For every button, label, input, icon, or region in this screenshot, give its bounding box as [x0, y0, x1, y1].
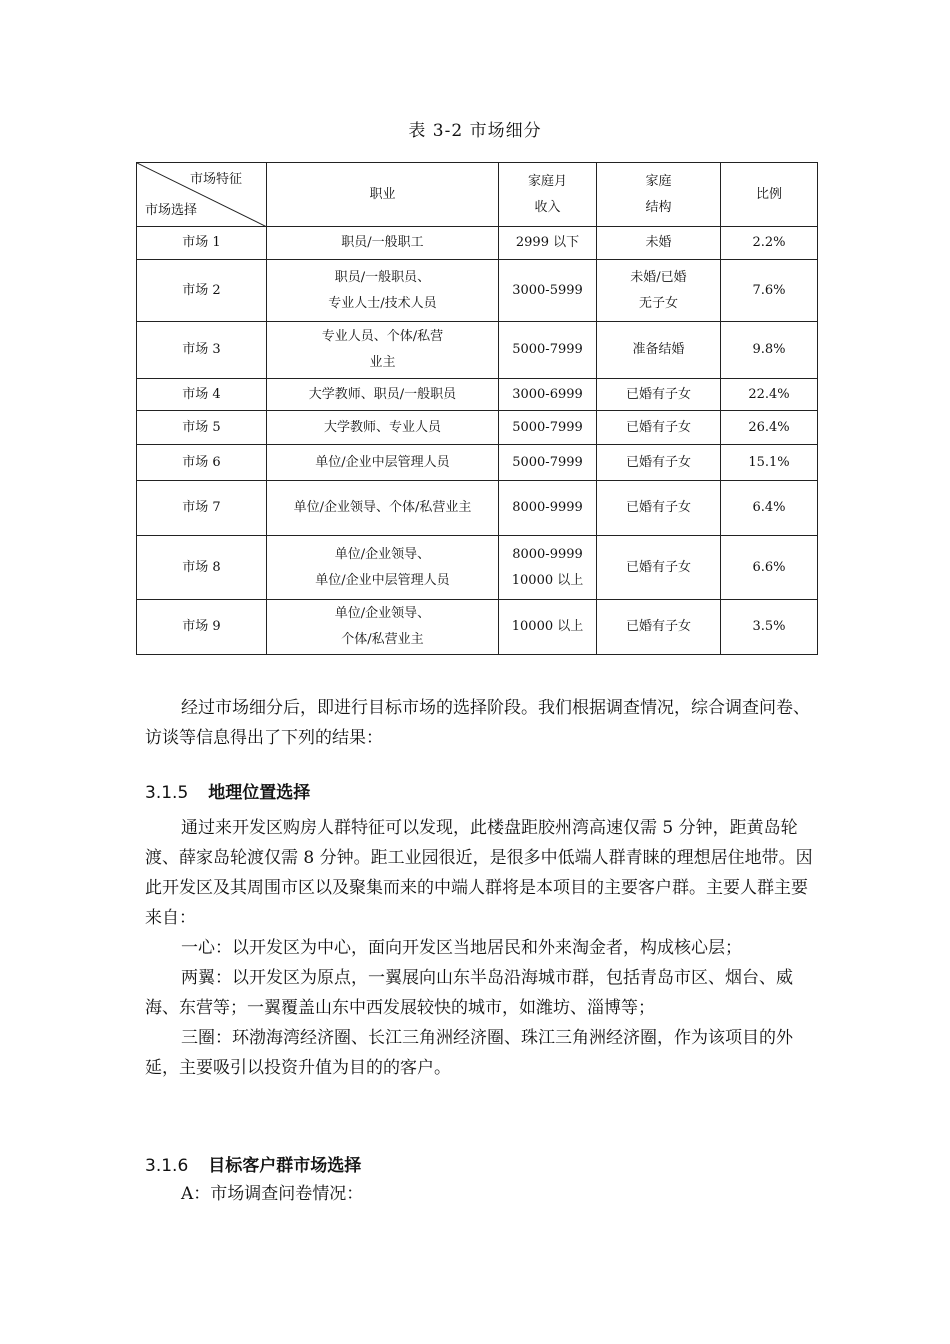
cell-line: 无子女	[638, 295, 678, 311]
cell-ratio: 6.6%	[721, 536, 818, 600]
paragraph-text: 通过来开发区购房人群特征可以发现，此楼盘距胶州湾高速仅需 5 分钟，距黄岛轮渡、薛家岛轮渡仅需 8 分钟。距工业园很近，是很多中低端人群青睐的理想居住地带。因此开发区及其周围市区以及聚集而来的中端人群将是本项目的主要客户群。主要人群主要来自：	[145, 818, 813, 928]
cell-ratio: 22.4%	[721, 379, 818, 411]
cell-line: 专业人员、个体/私营	[321, 329, 444, 344]
header-income-line1: 家庭月	[527, 173, 567, 189]
paragraph-text: A：市场调查问卷情况：	[181, 1184, 364, 1204]
cell-market: 市场 4	[137, 379, 267, 411]
cell-ratio: 15.1%	[721, 445, 818, 481]
cell-market: 市场 6	[137, 445, 267, 481]
cell-ratio: 3.5%	[721, 600, 818, 655]
cell-line: 8000-9999	[512, 546, 583, 562]
cell-ratio: 2.2%	[721, 227, 818, 260]
cell-occupation: 职员/一般职工	[267, 227, 499, 260]
paragraph-text: 经过市场细分后，即进行目标市场的选择阶段。我们根据调查情况，综合调查问卷、访谈等信息得出了下列的结果：	[145, 698, 810, 748]
market-segmentation-table	[136, 162, 818, 655]
cell-line: 单位/企业领导、	[334, 546, 431, 562]
cell-line: 职员/一般职员、	[334, 269, 431, 285]
cell-family: 已婚有子女	[597, 600, 721, 655]
header-family	[597, 163, 721, 227]
table-row	[137, 322, 818, 379]
cell-line: 10000 以上	[511, 572, 584, 588]
cell-income: 5000-7999	[499, 322, 597, 379]
cell-occupation: 大学教师、职员/一般职员	[267, 379, 499, 411]
cell-occupation	[267, 260, 499, 322]
table-row	[137, 600, 818, 655]
cell-family: 已婚有子女	[597, 445, 721, 481]
cell-income: 8000-9999	[499, 481, 597, 536]
cell-ratio: 9.8%	[721, 322, 818, 379]
diagonal-header-cell	[137, 163, 267, 227]
section-heading-3-1-5	[145, 778, 310, 803]
cell-line: 专业人士/技术人员	[328, 295, 437, 311]
cell-market: 市场 8	[137, 536, 267, 600]
cell-family: 已婚有子女	[597, 379, 721, 411]
cell-line: 个体/私营业主	[341, 632, 424, 647]
header-market-feature: 市场特征	[189, 172, 242, 187]
cell-income: 2999 以下	[499, 227, 597, 260]
cell-family	[597, 260, 721, 322]
cell-occupation	[267, 600, 499, 655]
cell-income: 5000-7999	[499, 445, 597, 481]
table-header-row	[137, 163, 818, 227]
table-row	[137, 227, 818, 260]
cell-income	[499, 536, 597, 600]
cell-market: 市场 5	[137, 411, 267, 445]
cell-ratio: 6.4%	[721, 481, 818, 536]
cell-family: 已婚有子女	[597, 536, 721, 600]
cell-family: 未婚	[597, 227, 721, 260]
header-family-line1: 家庭	[645, 173, 672, 189]
cell-ratio: 7.6%	[721, 260, 818, 322]
section-number: 3.1.5	[145, 783, 189, 803]
cell-market: 市场 7	[137, 481, 267, 536]
cell-occupation: 单位/企业领导、个体/私营业主	[267, 481, 499, 536]
section-title: 地理位置选择	[208, 783, 311, 803]
cell-market: 市场 1	[137, 227, 267, 260]
header-occupation: 职业	[267, 163, 499, 227]
cell-market: 市场 9	[137, 600, 267, 655]
cell-ratio: 26.4%	[721, 411, 818, 445]
cell-income: 10000 以上	[499, 600, 597, 655]
table-row	[137, 445, 818, 481]
table-row	[137, 411, 818, 445]
cell-occupation: 单位/企业中层管理人员	[267, 445, 499, 481]
cell-income: 5000-7999	[499, 411, 597, 445]
header-market-choice: 市场选择	[145, 203, 198, 218]
cell-line: 业主	[369, 355, 396, 370]
table-row	[137, 260, 818, 322]
paragraph-text: 两翼：以开发区为原点，一翼展向山东半岛沿海城市群，包括青岛市区、烟台、威海、东营等；一翼覆盖山东中西发展较快的城市，如潍坊、淄博等；	[145, 968, 793, 1018]
cell-family: 已婚有子女	[597, 481, 721, 536]
paragraph-text: 一心：以开发区为中心，面向开发区当地居民和外来淘金者，构成核心层；	[181, 938, 742, 958]
header-income-line2: 收入	[534, 199, 561, 215]
cell-market: 市场 3	[137, 322, 267, 379]
cell-occupation: 大学教师、专业人员	[267, 411, 499, 445]
paragraph-text: 三圈：环渤海湾经济圈、长江三角洲经济圈、珠江三角洲经济圈，作为该项目的外延，主要吸引以投资升值为目的的客户。	[145, 1028, 793, 1078]
cell-occupation	[267, 536, 499, 600]
cell-income: 3000-5999	[499, 260, 597, 322]
cell-market: 市场 2	[137, 260, 267, 322]
cell-line: 单位/企业领导、	[334, 606, 431, 621]
header-income	[499, 163, 597, 227]
header-ratio: 比例	[721, 163, 818, 227]
cell-family: 已婚有子女	[597, 411, 721, 445]
section-3-1-6-body	[145, 1179, 813, 1209]
section-number: 3.1.6	[145, 1156, 189, 1176]
paragraph-intro	[145, 693, 813, 753]
cell-family: 准备结婚	[597, 322, 721, 379]
cell-line: 未婚/已婚	[630, 269, 687, 285]
section-title: 目标客户群市场选择	[208, 1156, 362, 1176]
section-heading-3-1-6	[145, 1151, 361, 1176]
header-family-line2: 结构	[645, 199, 672, 215]
table-row	[137, 536, 818, 600]
table-row	[137, 481, 818, 536]
cell-occupation	[267, 322, 499, 379]
table-row	[137, 379, 818, 411]
cell-line: 单位/企业中层管理人员	[315, 572, 450, 588]
table-caption: 表 3-2 市场细分	[408, 121, 542, 141]
cell-income: 3000-6999	[499, 379, 597, 411]
section-3-1-5-body	[145, 813, 813, 1083]
